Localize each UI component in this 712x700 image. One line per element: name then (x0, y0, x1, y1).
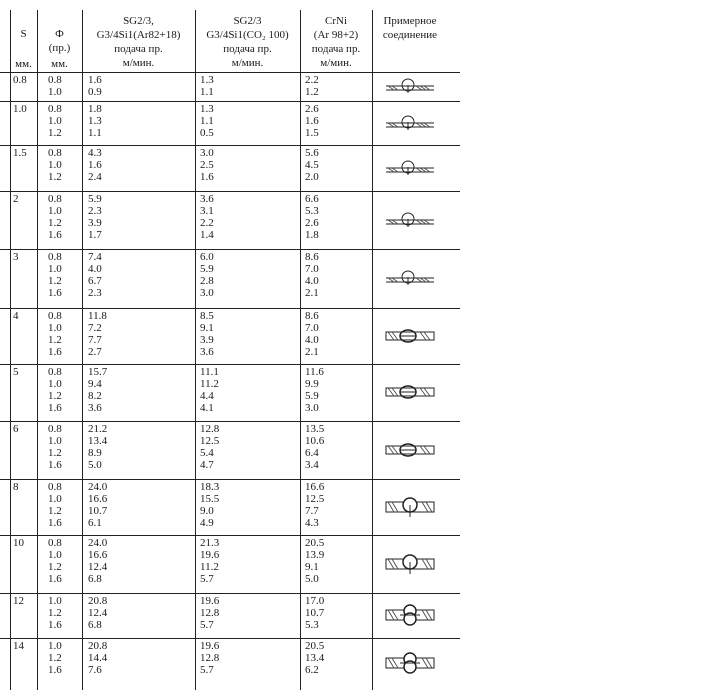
feed-ar82-cell: 2.4 (88, 171, 102, 183)
feed-crni-cell: 11.6 (305, 366, 324, 378)
col-divider (372, 10, 373, 690)
feed-co2-cell: 12.5 (200, 435, 220, 447)
diameter-cell: 1.6 (48, 346, 62, 358)
header-col1-line2: G3/4Si1(Ar82+18) (96, 29, 181, 41)
feed-crni-cell: 3.0 (305, 402, 319, 414)
feed-ar82-cell: 11.8 (88, 310, 107, 322)
feed-co2-cell: 5.4 (200, 447, 214, 459)
fillet-small-icon (382, 209, 438, 231)
feed-co2-cell: 1.1 (200, 115, 214, 127)
diameter-cell: 0.8 (48, 251, 62, 263)
feed-co2-cell: 19.6 (200, 640, 220, 652)
feed-co2-cell: 4.4 (200, 390, 214, 402)
diameter-cell: 1.6 (48, 664, 62, 676)
feed-crni-cell: 4.3 (305, 517, 319, 529)
feed-crni-cell: 2.1 (305, 346, 319, 358)
diameter-cell: 0.8 (48, 74, 62, 86)
feed-ar82-cell: 2.3 (88, 287, 102, 299)
feed-ar82-cell: 16.6 (88, 493, 108, 505)
feed-ar82-cell: 5.9 (88, 193, 102, 205)
feed-crni-cell: 5.0 (305, 573, 319, 585)
feed-ar82-cell: 6.7 (88, 275, 102, 287)
feed-co2-cell: 19.6 (200, 595, 220, 607)
diameter-cell: 1.2 (48, 171, 62, 183)
feed-crni-cell: 6.2 (305, 664, 319, 676)
row-divider (0, 479, 460, 480)
diameter-cell: 1.6 (48, 459, 62, 471)
feed-crni-cell: 1.5 (305, 127, 319, 139)
feed-ar82-cell: 2.7 (88, 346, 102, 358)
feed-ar82-cell: 20.8 (88, 640, 108, 652)
feed-co2-cell: 3.1 (200, 205, 214, 217)
feed-crni-cell: 9.1 (305, 561, 319, 573)
diameter-cell: 1.0 (48, 549, 62, 561)
header-col3-line4: м/мин. (320, 57, 352, 69)
diameter-cell: 0.8 (48, 193, 62, 205)
feed-ar82-cell: 24.0 (88, 481, 108, 493)
feed-ar82-cell: 20.8 (88, 595, 108, 607)
header-col2-line2: G3/4Si1(CO₂ 100) (206, 29, 289, 41)
feed-crni-cell: 7.0 (305, 263, 319, 275)
fillet-small-icon (382, 267, 438, 289)
diameter-cell: 1.0 (48, 595, 62, 607)
feed-co2-cell: 0.5 (200, 127, 214, 139)
feed-ar82-cell: 14.4 (88, 652, 108, 664)
feed-crni-cell: 20.5 (305, 640, 325, 652)
feed-crni-cell: 13.9 (305, 549, 325, 561)
butt-gap-icon (382, 439, 438, 461)
feed-ar82-cell: 12.4 (88, 607, 108, 619)
thickness-cell: 5 (13, 366, 19, 378)
diameter-cell: 0.8 (48, 366, 62, 378)
header-col3-line3: подача пр. (311, 43, 361, 55)
feed-co2-cell: 18.3 (200, 481, 220, 493)
feed-co2-cell: 3.6 (200, 193, 214, 205)
header-col1-line4: м/мин. (122, 57, 155, 69)
diameter-cell: 0.8 (48, 537, 62, 549)
feed-ar82-cell: 7.7 (88, 334, 102, 346)
header-col3-line2: (Ar 98+2) (313, 29, 359, 41)
thickness-cell: 1.0 (13, 103, 27, 115)
feed-crni-cell: 4.5 (305, 159, 319, 171)
feed-ar82-cell: 12.4 (88, 561, 108, 573)
feed-ar82-cell: 4.0 (88, 263, 102, 275)
feed-crni-cell: 12.5 (305, 493, 325, 505)
col-divider (10, 10, 11, 690)
feed-ar82-cell: 10.7 (88, 505, 108, 517)
feed-ar82-cell: 0.9 (88, 86, 102, 98)
row-divider (0, 72, 460, 73)
diameter-cell: 1.0 (48, 435, 62, 447)
feed-crni-cell: 6.4 (305, 447, 319, 459)
feed-crni-cell: 10.6 (305, 435, 325, 447)
feed-crni-cell: 17.0 (305, 595, 325, 607)
feed-co2-cell: 12.8 (200, 607, 220, 619)
feed-co2-cell: 1.3 (200, 74, 214, 86)
feed-ar82-cell: 8.9 (88, 447, 102, 459)
feed-co2-cell: 6.0 (200, 251, 214, 263)
diameter-cell: 1.0 (48, 115, 62, 127)
feed-co2-cell: 5.7 (200, 573, 214, 585)
header-col1-line3: подача пр. (114, 43, 163, 55)
diameter-cell: 1.2 (48, 505, 62, 517)
header-s: S (20, 28, 27, 40)
row-divider (0, 364, 460, 365)
feed-co2-cell: 5.7 (200, 664, 214, 676)
feed-crni-cell: 13.4 (305, 652, 325, 664)
feed-crni-cell: 2.0 (305, 171, 319, 183)
feed-crni-cell: 5.3 (305, 619, 319, 631)
feed-co2-cell: 5.9 (200, 263, 214, 275)
feed-co2-cell: 1.4 (200, 229, 214, 241)
feed-co2-cell: 3.9 (200, 334, 214, 346)
feed-ar82-cell: 1.7 (88, 229, 102, 241)
feed-ar82-cell: 7.4 (88, 251, 102, 263)
feed-co2-cell: 11.1 (200, 366, 219, 378)
diameter-cell: 1.0 (48, 86, 62, 98)
feed-crni-cell: 20.5 (305, 537, 325, 549)
feed-co2-cell: 12.8 (200, 652, 220, 664)
thickness-cell: 0.8 (13, 74, 27, 86)
feed-co2-cell: 8.5 (200, 310, 214, 322)
diameter-cell: 1.2 (48, 217, 62, 229)
feed-crni-cell: 4.0 (305, 275, 319, 287)
feed-crni-cell: 8.6 (305, 251, 319, 263)
feed-co2-cell: 5.7 (200, 619, 214, 631)
col-divider (82, 10, 83, 690)
diameter-cell: 1.2 (48, 275, 62, 287)
feed-crni-cell: 10.7 (305, 607, 325, 619)
feed-crni-cell: 2.6 (305, 217, 319, 229)
thickness-cell: 10 (13, 537, 24, 549)
diameter-cell: 0.8 (48, 481, 62, 493)
feed-co2-cell: 12.8 (200, 423, 220, 435)
feed-co2-cell: 9.1 (200, 322, 214, 334)
feed-ar82-cell: 1.1 (88, 127, 102, 139)
thickness-cell: 1.5 (13, 147, 27, 159)
header-col3-line1: CrNi (325, 15, 347, 27)
feed-ar82-cell: 16.6 (88, 549, 108, 561)
feed-ar82-cell: 3.6 (88, 402, 102, 414)
row-divider (0, 535, 460, 536)
feed-crni-cell: 3.4 (305, 459, 319, 471)
feed-ar82-cell: 7.2 (88, 322, 102, 334)
header-diameter-sub: (пр.) (48, 42, 71, 54)
header-col1-line1: SG2/3, (123, 15, 154, 27)
feed-ar82-cell: 6.8 (88, 573, 102, 585)
feed-ar82-cell: 3.9 (88, 217, 102, 229)
col-divider (300, 10, 301, 690)
feed-ar82-cell: 6.1 (88, 517, 102, 529)
diameter-cell: 1.0 (48, 322, 62, 334)
thickness-cell: 6 (13, 423, 19, 435)
feed-co2-cell: 1.6 (200, 171, 214, 183)
feed-ar82-cell: 1.8 (88, 103, 102, 115)
header-col2-line4: м/мин. (231, 57, 264, 69)
diameter-cell: 1.0 (48, 159, 62, 171)
feed-ar82-cell: 7.6 (88, 664, 102, 676)
feed-crni-cell: 2.1 (305, 287, 319, 299)
fillet-small-icon (382, 157, 438, 179)
diameter-cell: 1.2 (48, 561, 62, 573)
feed-ar82-cell: 8.2 (88, 390, 102, 402)
feed-crni-cell: 2.2 (305, 74, 319, 86)
feed-co2-cell: 11.2 (200, 561, 219, 573)
feed-ar82-cell: 2.3 (88, 205, 102, 217)
row-divider (0, 145, 460, 146)
diameter-cell: 1.2 (48, 334, 62, 346)
diameter-cell: 0.8 (48, 103, 62, 115)
feed-co2-cell: 9.0 (200, 505, 214, 517)
diameter-cell: 1.2 (48, 127, 62, 139)
header-diameter-unit: мм. (51, 58, 68, 70)
diameter-cell: 1.6 (48, 229, 62, 241)
v-groove-icon (382, 553, 438, 575)
row-divider (0, 249, 460, 250)
feed-ar82-cell: 1.3 (88, 115, 102, 127)
feed-co2-cell: 4.7 (200, 459, 214, 471)
feed-co2-cell: 15.5 (200, 493, 220, 505)
header-col2-line1: SG2/3 (233, 15, 262, 27)
diameter-cell: 1.0 (48, 640, 62, 652)
row-divider (0, 308, 460, 309)
feed-crni-cell: 9.9 (305, 378, 319, 390)
thickness-cell: 12 (13, 595, 24, 607)
diameter-cell: 1.0 (48, 205, 62, 217)
feed-crni-cell: 16.6 (305, 481, 325, 493)
feed-co2-cell: 11.2 (200, 378, 219, 390)
header-col4-line2: соединение (382, 29, 438, 41)
row-divider (0, 593, 460, 594)
header-col2-line3: подача пр. (223, 43, 272, 55)
feed-ar82-cell: 6.8 (88, 619, 102, 631)
double-v-icon (382, 604, 438, 626)
row-divider (0, 101, 460, 102)
diameter-cell: 0.8 (48, 423, 62, 435)
feed-crni-cell: 2.6 (305, 103, 319, 115)
feed-co2-cell: 21.3 (200, 537, 220, 549)
fillet-small-icon (382, 112, 438, 134)
feed-crni-cell: 5.6 (305, 147, 319, 159)
header-diameter: Ф (55, 28, 64, 40)
feed-co2-cell: 2.2 (200, 217, 214, 229)
row-divider (0, 638, 460, 639)
feed-crni-cell: 7.7 (305, 505, 319, 517)
feed-crni-cell: 4.0 (305, 334, 319, 346)
diameter-cell: 1.0 (48, 263, 62, 275)
feed-co2-cell: 3.0 (200, 287, 214, 299)
diameter-cell: 1.6 (48, 517, 62, 529)
feed-ar82-cell: 1.6 (88, 74, 102, 86)
diameter-cell: 1.6 (48, 402, 62, 414)
feed-co2-cell: 2.5 (200, 159, 214, 171)
diameter-cell: 0.8 (48, 147, 62, 159)
feed-crni-cell: 6.6 (305, 193, 319, 205)
diameter-cell: 1.0 (48, 378, 62, 390)
feed-crni-cell: 1.6 (305, 115, 319, 127)
butt-gap-icon (382, 381, 438, 403)
diameter-cell: 0.8 (48, 310, 62, 322)
header-col4-line1: Примерное (383, 15, 437, 27)
diameter-cell: 1.2 (48, 652, 62, 664)
v-groove-icon (382, 496, 438, 518)
thickness-cell: 14 (13, 640, 24, 652)
feed-ar82-cell: 15.7 (88, 366, 108, 378)
feed-crni-cell: 13.5 (305, 423, 325, 435)
thickness-cell: 4 (13, 310, 19, 322)
butt-gap-icon (382, 325, 438, 347)
feed-co2-cell: 3.0 (200, 147, 214, 159)
feed-ar82-cell: 13.4 (88, 435, 108, 447)
feed-crni-cell: 1.2 (305, 86, 319, 98)
diameter-cell: 1.2 (48, 447, 62, 459)
feed-co2-cell: 4.1 (200, 402, 214, 414)
feed-crni-cell: 5.3 (305, 205, 319, 217)
feed-ar82-cell: 4.3 (88, 147, 102, 159)
diameter-cell: 1.2 (48, 390, 62, 402)
feed-co2-cell: 1.3 (200, 103, 214, 115)
feed-co2-cell: 3.6 (200, 346, 214, 358)
thickness-cell: 3 (13, 251, 19, 263)
feed-ar82-cell: 24.0 (88, 537, 108, 549)
feed-crni-cell: 1.8 (305, 229, 319, 241)
feed-co2-cell: 1.1 (200, 86, 214, 98)
feed-ar82-cell: 9.4 (88, 378, 102, 390)
fillet-small-icon (382, 75, 438, 97)
row-divider (0, 421, 460, 422)
feed-ar82-cell: 21.2 (88, 423, 108, 435)
feed-co2-cell: 2.8 (200, 275, 214, 287)
diameter-cell: 1.6 (48, 287, 62, 299)
diameter-cell: 1.6 (48, 573, 62, 585)
feed-ar82-cell: 5.0 (88, 459, 102, 471)
col-divider (37, 10, 38, 690)
thickness-cell: 2 (13, 193, 19, 205)
feed-crni-cell: 5.9 (305, 390, 319, 402)
diameter-cell: 1.2 (48, 607, 62, 619)
feed-ar82-cell: 1.6 (88, 159, 102, 171)
row-divider (0, 191, 460, 192)
diameter-cell: 1.6 (48, 619, 62, 631)
feed-co2-cell: 4.9 (200, 517, 214, 529)
diameter-cell: 1.0 (48, 493, 62, 505)
header-s-unit: мм. (15, 58, 32, 70)
col-divider (195, 10, 196, 690)
thickness-cell: 8 (13, 481, 19, 493)
feed-co2-cell: 19.6 (200, 549, 220, 561)
feed-crni-cell: 7.0 (305, 322, 319, 334)
double-v-icon (382, 652, 438, 674)
feed-crni-cell: 8.6 (305, 310, 319, 322)
